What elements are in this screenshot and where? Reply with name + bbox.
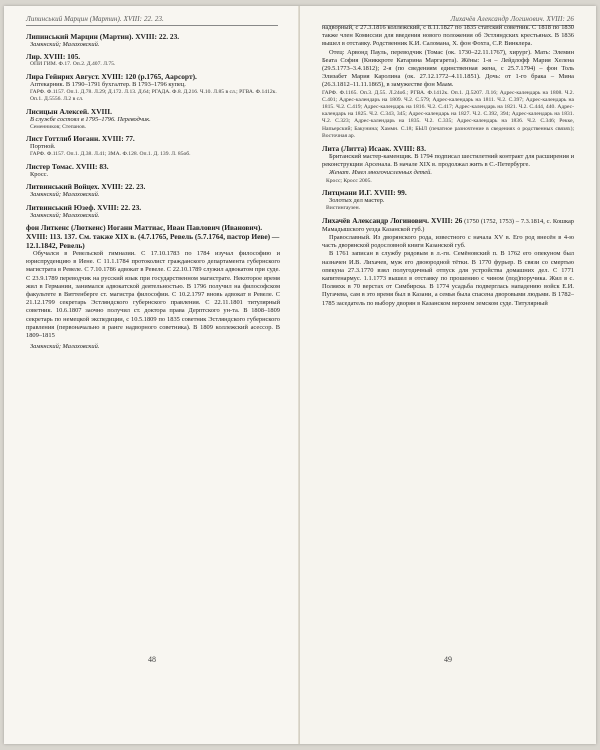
entry-source-note: Семенников; Степанов. xyxy=(30,123,86,130)
entry-text: Портной. xyxy=(30,143,56,151)
archive-note: ГАРФ. Ф.1165. Оп.3. Д.55. Л.24об.; РГВА. Ф.1412к. Оп.1. Д.5207. Л.16; Адрес-календарь на 1808. Ч.2. С.401; Адрес-календарь на 1809. Ч.2. С.579; Адрес-календарь на 1811. Ч.2. С.397; Адрес-календарь на 1815. Ч.2. С.419; Адрес-календарь на 1816. Ч.2. С.417; Адрес-календарь на 1821. Ч.2. С.444, 440. Адрес-календарь на 1825. Ч.2. С.343, 345; Адрес-календарь на 1827. Ч.2. С.392, 394; Адрес-календарь на 1831. Ч.2. С.323; Адрес-календарь на 1835. Ч.2. С.335; Адрес-календарь на 1836. Ч.2. С.346; Рекке, Напьерский; Бакунина; Хаммн. С.18; БЫЛ (печатное разночтение в сведениях о родственных связях); Восточная ар. xyxy=(322,89,574,139)
entry-text: Кросс. xyxy=(30,170,49,178)
entry-headword: Литвинський Войцех. XVIII: 22. 23. xyxy=(26,182,146,192)
entry-text: Британский мастер-каменщик. В 1794 подписал шестилетний контракт для расширения и реконструкции Арсенала. В начале XIX в. продолжал жить в С.-Петербурге. xyxy=(322,153,574,169)
entry-source-note: ГАРФ. Ф.1157. Оп.1. Д.38. Л.41; ЗМА. Ф.128. Оп.1. Д. 139. Л. 85об. xyxy=(30,151,191,158)
entry-headword: Литвинський Юзеф. XVIII: 22. 23. xyxy=(26,202,142,212)
family-paragraph: Отец: Арвонд Пауль, переводчик (Томас (ок. 1730–22.11.1767), хирург). Мать: Элемин Беата София (Книккроте Катарина Маргарета). Жёны: 1-я – Лейдлофф Мария Хелена (29.5.1773–3.4.1812); 2-я (по сведениям единственная жена, с 25.7.1794) – фон Толь Элизабет Мария Каролина (ок. 27.12.1772–4.11.1851). Дочь: от 1-го брака – Мина (26.3.1812–11.11.1865), в замужестве фон Маам. xyxy=(322,48,574,89)
entry-text: Замкнский; Малаховский. xyxy=(30,41,100,48)
final-entry-dates: (1750 (1752, 1753) – 7.3.1814, с. Кошкар Мамадышского уезда Казанской губ.) xyxy=(322,217,574,233)
dictionary-entry xyxy=(26,203,280,220)
left-page-number: 48 xyxy=(148,655,156,664)
entry-headword: Литцмани И.Г. XVIII: 99. xyxy=(322,188,407,198)
book-spread xyxy=(4,6,596,744)
dictionary-entry xyxy=(26,134,280,158)
entry-source-note: ОПИ ГИМ. Ф.17. Оп.2. Д.407. Л.75. xyxy=(30,61,116,68)
entry-headword: Липинський Марцин (Мартин). XVIII: 22. 23. xyxy=(26,32,180,41)
final-entry-paragraph-2: В 1761 записан в службу рядовым в л.-гв. Семёновский п. В 1762 его опекуном был назначен И.В. Лихачев, муж его двоюродной тётки. В 1770 фурьер. В связи со смертью опекуна 27.3.1770 взял полугодичный отпуск для устройства домашних дел. С 1771 капитенармус. 1.1.1773 вышел в отставку по прошению с чином (под)поручика. Жил в с. Поляяхк в 70 верстах от Симбирска. В 1774 усадьба подверглась нападению войск Е.И. Пугачева, сам в это время был в Казани, а семья была спасена дворовыми людьми. В 1782–1785 заседатель по выбору дворян в Казанском верхнем земском суде. Титулярный xyxy=(322,250,574,307)
dictionary-entry xyxy=(26,107,280,131)
entry-source-note: ГАРФ. Ф.1157. Оп.1. Д.78. Л.29; Д.172. Л.13. Д.64; РГАДА. Ф.8. Д.216. Ч.10. Л.85 в сл.; РГВА. Ф.1412к. Оп.1. Д.5556. Л.2 в сл. xyxy=(30,88,277,103)
right-entries xyxy=(322,144,574,212)
entry-headword: Лира Гейнрих Август. XVIII: 120 (р.1765, Аарсорт). xyxy=(26,71,197,81)
left-page-content xyxy=(26,32,280,355)
dictionary-entry xyxy=(26,32,280,49)
final-entry-paragraph-1: Православный. Из дворянского рода, известного с начала XV в. Его род внесён в 4-ю часть дворянской родословной книги Казанской губ. xyxy=(322,234,574,250)
entry-text: Золотых дел мастер. xyxy=(329,197,385,205)
entry-headword: Лисицын Алексей. XVIII. xyxy=(26,106,113,116)
left-page xyxy=(4,6,300,744)
long-entry-headword: фон Литкенс (Люткенс) Иоганн Маттиас, Иван Павлович (Иванович). XVIII: 113. 137. См. также XIX в. (4.7.1765, Ревель (5.7.1764, пастор Иеве) — 12.1.1842, Ревель) xyxy=(26,222,280,250)
entry-text: В службе состоял в 1795–1796. Переводчик. xyxy=(30,115,151,123)
entry-headword: Лист Готтлиб Иоганн. XVIII: 77. xyxy=(26,134,135,144)
left-entries xyxy=(26,32,280,220)
final-entry xyxy=(322,216,574,308)
entry-text: Замкнский; Малаховский. xyxy=(30,191,100,199)
right-running-head: Лихачёв Александр Логинович. XVIII: 26 xyxy=(322,15,574,26)
long-entry-trailing: Замкнский; Малаховский. xyxy=(30,343,100,351)
left-running-head: Липинський Марцин (Мартин). XVIII: 22. 23. xyxy=(26,15,278,26)
right-page-number: 49 xyxy=(444,655,452,664)
entry-headword: Листер Томас. XVIII: 83. xyxy=(26,161,109,171)
entry-source-note: Кросс; Кросс 2005. xyxy=(326,177,372,184)
entry-headword: Лита (Литта) Исаак. XVIII: 83. xyxy=(322,144,426,154)
continued-paragraph: надворный, с 27.3.1816 коллежский, с 8.11.1827 по 1835 статский советник. С 1818 по 1830 также член Комиссии для введения нового положения об Эстляндских крестьянах. В 1836 вышел в отставку. Родственник К.И. Саломана, Х. фон Фохта, С.Р. Винклера. xyxy=(322,24,574,48)
dictionary-entry xyxy=(26,52,280,68)
entry-headword: Лир. XVIII: 105. xyxy=(26,52,81,62)
long-entry xyxy=(26,223,280,351)
right-page-content xyxy=(322,24,574,311)
dictionary-entry xyxy=(26,162,280,179)
entry-text: Замкнский; Малаховский. xyxy=(30,211,100,219)
dictionary-entry xyxy=(322,188,574,212)
right-page xyxy=(300,6,596,744)
final-entry-headword: Лихачёв Александр Логинович. XVIII: 26 xyxy=(322,215,463,225)
entry-text: Женат. Имел многочисленных детей. xyxy=(329,169,432,177)
entry-text: Аптекарник. В 1790–1791 бухгалтер. В 1793–1796 купец. xyxy=(30,80,186,88)
dictionary-entry xyxy=(26,72,280,104)
dictionary-entry xyxy=(322,144,574,185)
long-entry-paragraph: Обучался в Ревельской гимназии. С 17.10.1783 по 1784 изучал философию и юриспруденцию в Иене. С 11.1.1784 протоколист гражданского департамента губернского магистрата в Ревеле. С 7.10.1786 адвокат в Ревеле. С 22.10.1789 служил адвокатом при суде. С 23.9.1789 переводчик на русский язык при государственном магистрате. Некоторое время жил в Германии, занимался адвокатской деятельностью. В 1796 получил на философском факультете в Виттенберге ст. магистра философии. С 10.2.1797 вновь адвокат в Ревеле. С 21.12.1799 секретарь Эстляндского губернского правления. С 22.11.1801 титулярный советник. 10.6.1807 заочно получил ст. доктора права Дерптского ун-та. В 1808–1809 секретарь по немецкой экспедиции, с 10.5.1809 по 1835 советник Эстляндского губернского правления (первоначально в ранге надворного советника). В 1809 коллежский асессор. В 1809–1815 xyxy=(26,249,280,339)
dictionary-entry xyxy=(26,182,280,199)
entry-source-note: Вистингаузен. xyxy=(326,205,361,212)
